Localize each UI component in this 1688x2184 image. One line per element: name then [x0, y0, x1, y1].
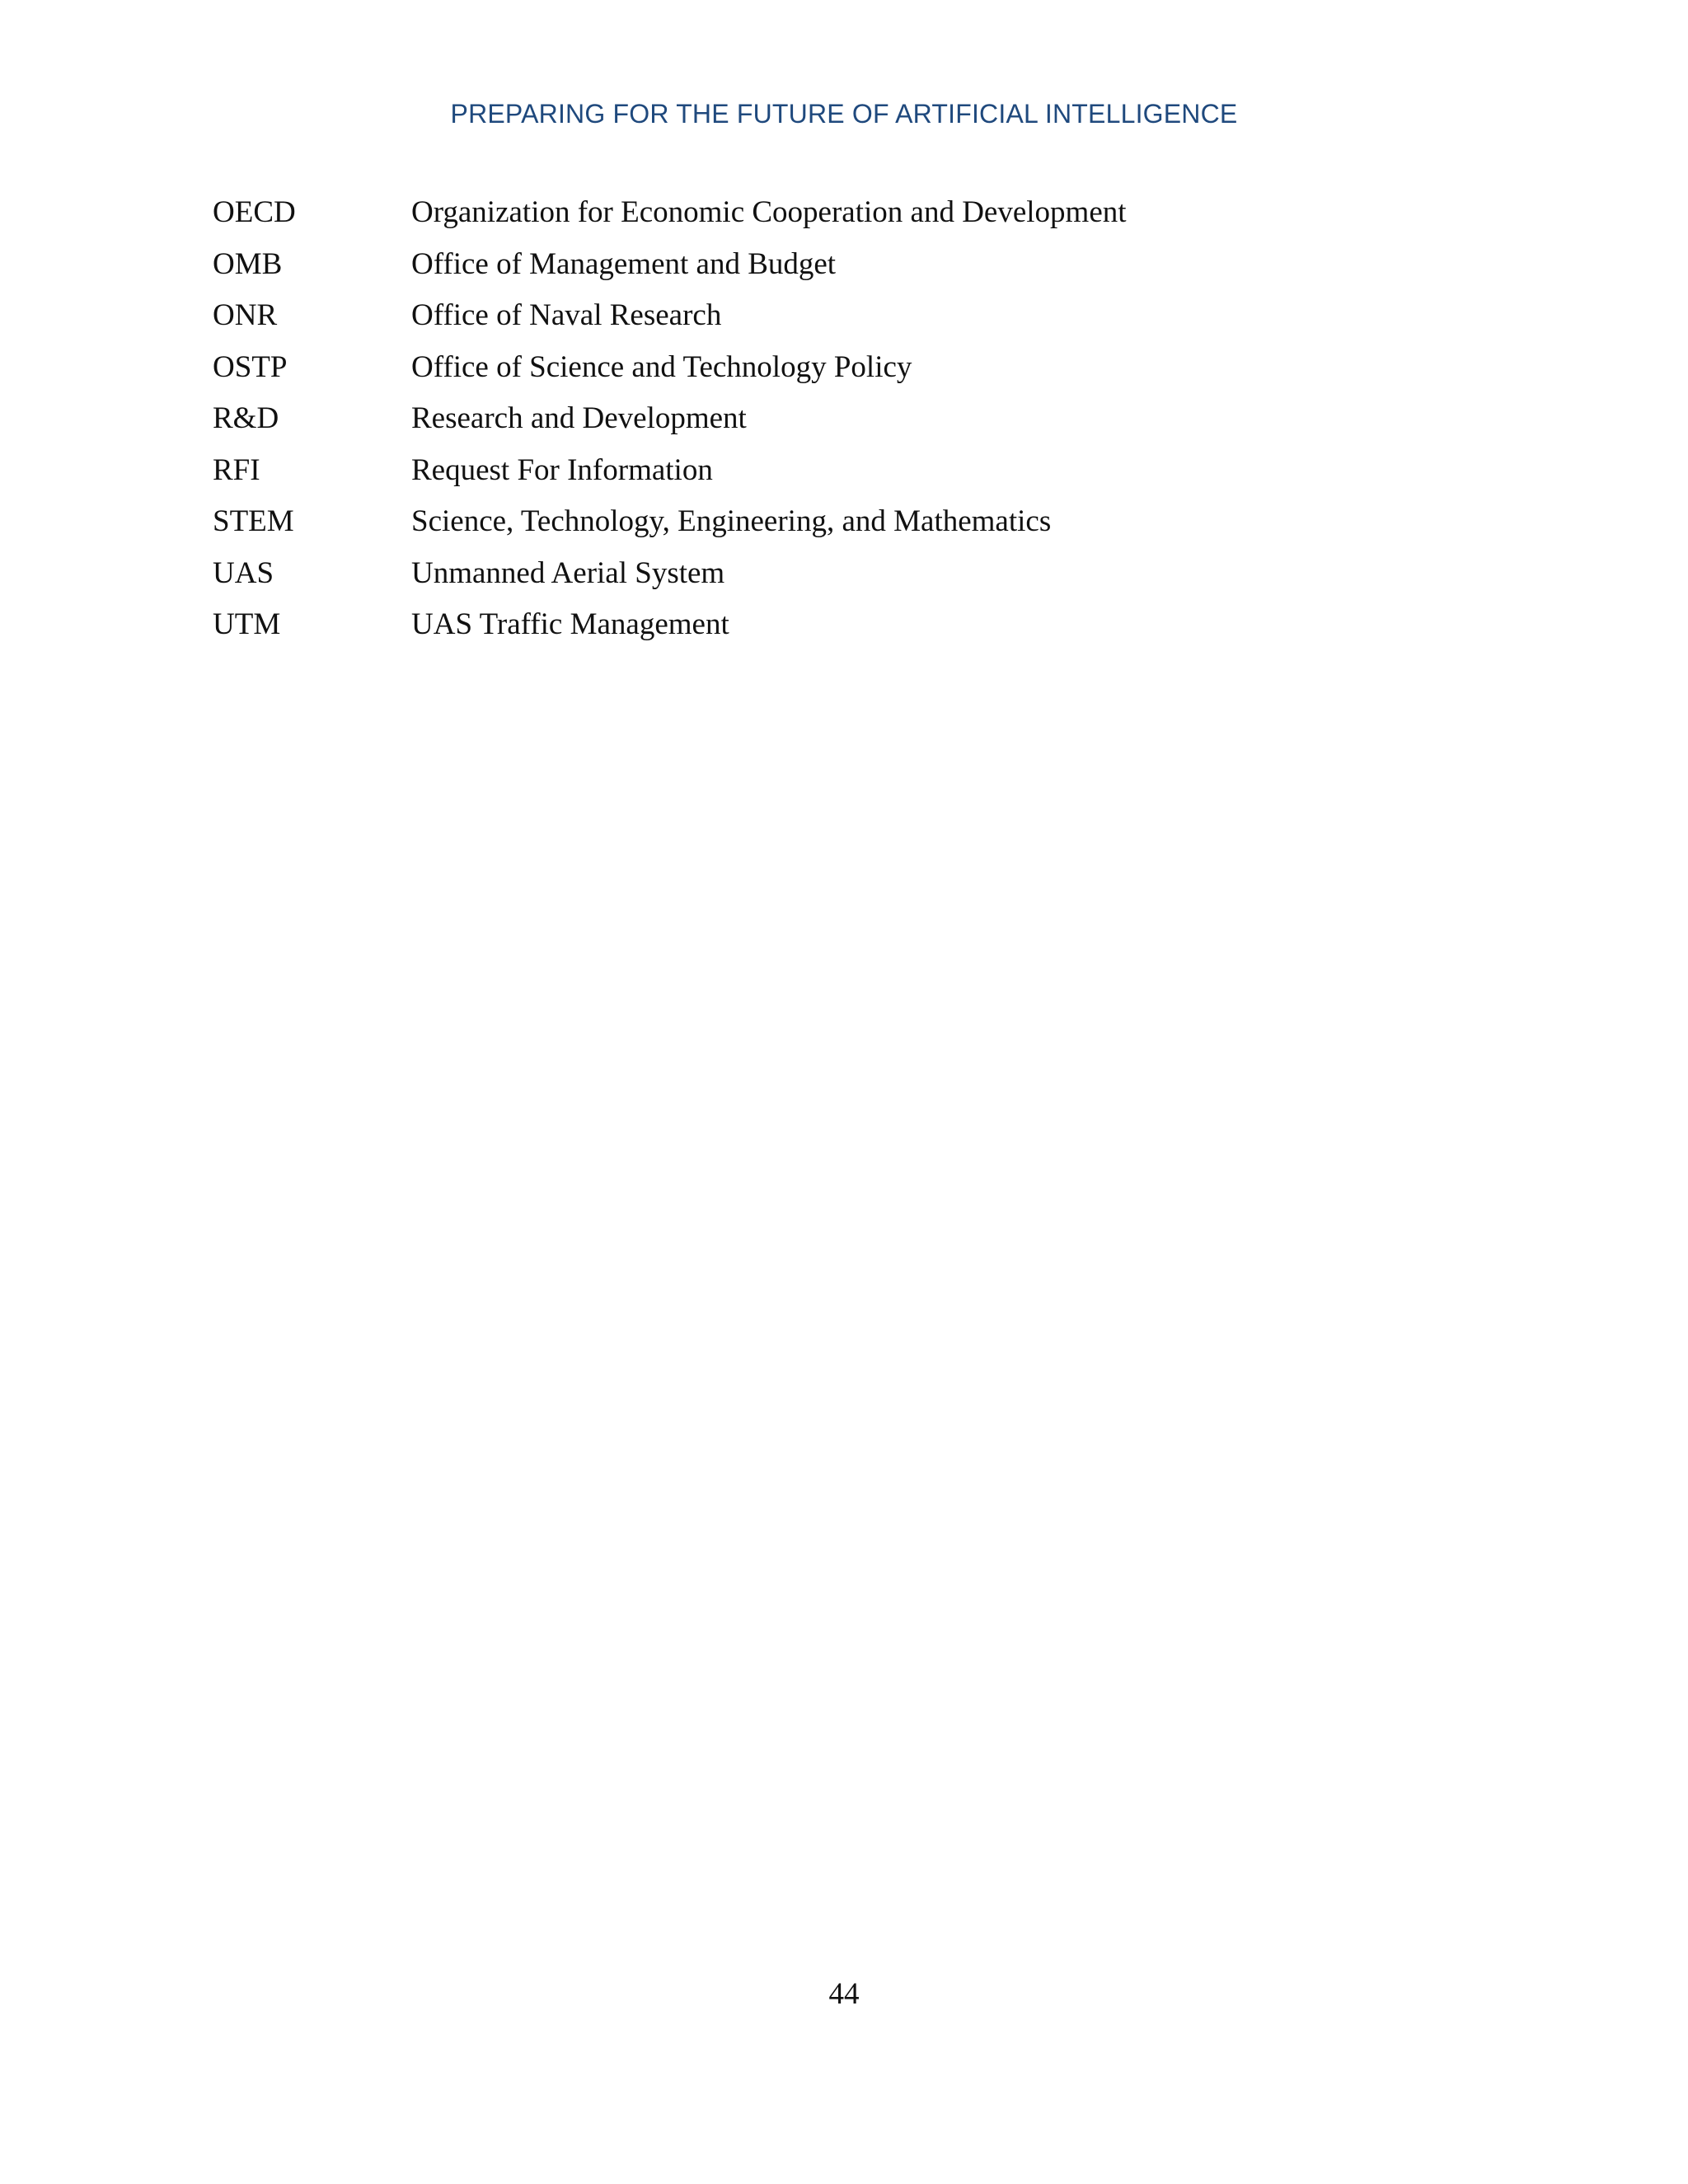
acronym-definition: Request For Information — [411, 452, 713, 487]
acronym-definition: Office of Science and Technology Policy — [411, 349, 912, 384]
acronym-term: ONR — [213, 298, 278, 332]
acronym-row-ostp — [213, 349, 1531, 401]
acronym-definition: UAS Traffic Management — [411, 607, 729, 641]
running-header: PREPARING FOR THE FUTURE OF ARTIFICIAL INTELLIGENCE — [450, 99, 1238, 129]
acronym-row-utm — [213, 607, 1531, 658]
acronym-term: UAS — [213, 555, 274, 590]
acronym-row-stem — [213, 504, 1531, 555]
acronym-term: UTM — [213, 607, 281, 641]
acronym-row-oecd — [213, 194, 1531, 246]
acronym-row-rd — [213, 401, 1531, 452]
acronym-term: STEM — [213, 504, 294, 538]
acronym-term: RFI — [213, 452, 260, 487]
acronym-term: R&D — [213, 401, 279, 435]
acronym-definition: Office of Management and Budget — [411, 246, 837, 281]
acronym-definition: Organization for Economic Cooperation and Development — [411, 195, 1127, 229]
acronym-list — [213, 194, 1531, 658]
acronym-term: OSTP — [213, 349, 288, 384]
acronym-row-rfi — [213, 452, 1531, 504]
acronym-definition: Research and Development — [411, 401, 747, 435]
page-number: 44 — [828, 1977, 860, 2011]
acronym-term: OMB — [213, 246, 283, 281]
acronym-row-uas — [213, 555, 1531, 607]
acronym-row-onr — [213, 298, 1531, 349]
acronym-term: OECD — [213, 195, 296, 229]
acronym-definition: Unmanned Aerial System — [411, 555, 725, 590]
acronym-definition: Science, Technology, Engineering, and Mathematics — [411, 504, 1052, 538]
acronym-definition: Office of Naval Research — [411, 298, 722, 332]
acronym-row-omb — [213, 246, 1531, 298]
